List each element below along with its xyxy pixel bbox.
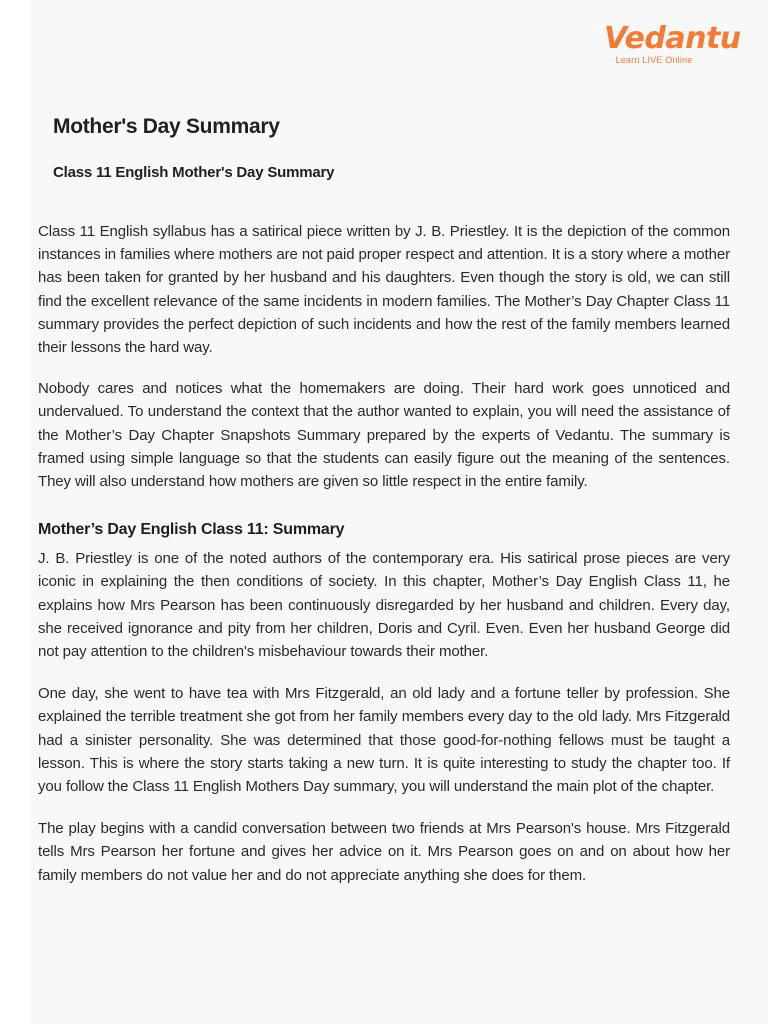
section-heading: Mother’s Day English Class 11: Summary: [38, 521, 345, 539]
article-body: [38, 220, 730, 906]
summary-paragraph-2: One day, she went to have tea with Mrs Fitzgerald, an old lady and a fortune teller by profession. She explained the terrible treatment she got from her family members every day to the old lady. Mrs Fitzgerald had a sinister personality. She was determined that those good-for-nothing fellows must be taught a lesson. This is where the story starts taking a new turn. It is quite interesting to study the chapter too. If you follow the Class 11 English Mothers Day summary, you will understand the main plot of the chapter.: [38, 685, 730, 796]
logo-tagline: Learn LIVE Online: [615, 55, 693, 65]
logo-wordmark: Vedantu: [604, 21, 741, 56]
page-subtitle: Class 11 English Mother's Day Summary: [53, 164, 335, 181]
intro-paragraph-1: Class 11 English syllabus has a satirical piece written by J. B. Priestley. It is the depiction of the common instances in families where mothers are not paid proper respect and attention. It is a story where a mother has been taken for granted by her husband and his daughters. Even though the story is old, we can still find the excellent relevance of the same incidents in modern families. The Mother’s Day Chapter Class 11 summary provides the perfect depiction of such incidents and how the rest of the family members learned their lessons the hard way.: [38, 223, 730, 357]
vedantu-logo: [604, 21, 741, 66]
intro-paragraph-2: Nobody cares and notices what the homemakers are doing. Their hard work goes unnoticed and undervalued. To understand the context that the author wanted to explain, you will need the assistance of the Mother’s Day Chapter Snapshots Summary prepared by the experts of Vedantu. The summary is framed using simple language so that the students can easily figure out the meaning of the sentences. They will also understand how mothers are given so little respect in the entire family.: [38, 380, 730, 491]
summary-paragraph-3: The play begins with a candid conversation between two friends at Mrs Pearson's house. Mrs Fitzgerald tells Mrs Pearson her fortune and gives her advice on it. Mrs Pearson goes on and on about how her family members do not value her and do not appreciate anything she does for them.: [38, 820, 730, 884]
summary-paragraph-1: J. B. Priestley is one of the noted authors of the contemporary era. His satirical prose pieces are very iconic in explaining the then conditions of society. In this chapter, Mother’s Day English Class 11, he explains how Mrs Pearson has been continuously disregarded by her husband and children. Every day, she received ignorance and pity from her children, Doris and Cyril. Even. Even her husband George did not pay attention to the children's misbehaviour towards their mother.: [38, 550, 730, 661]
page-title: Mother's Day Summary: [53, 115, 280, 138]
